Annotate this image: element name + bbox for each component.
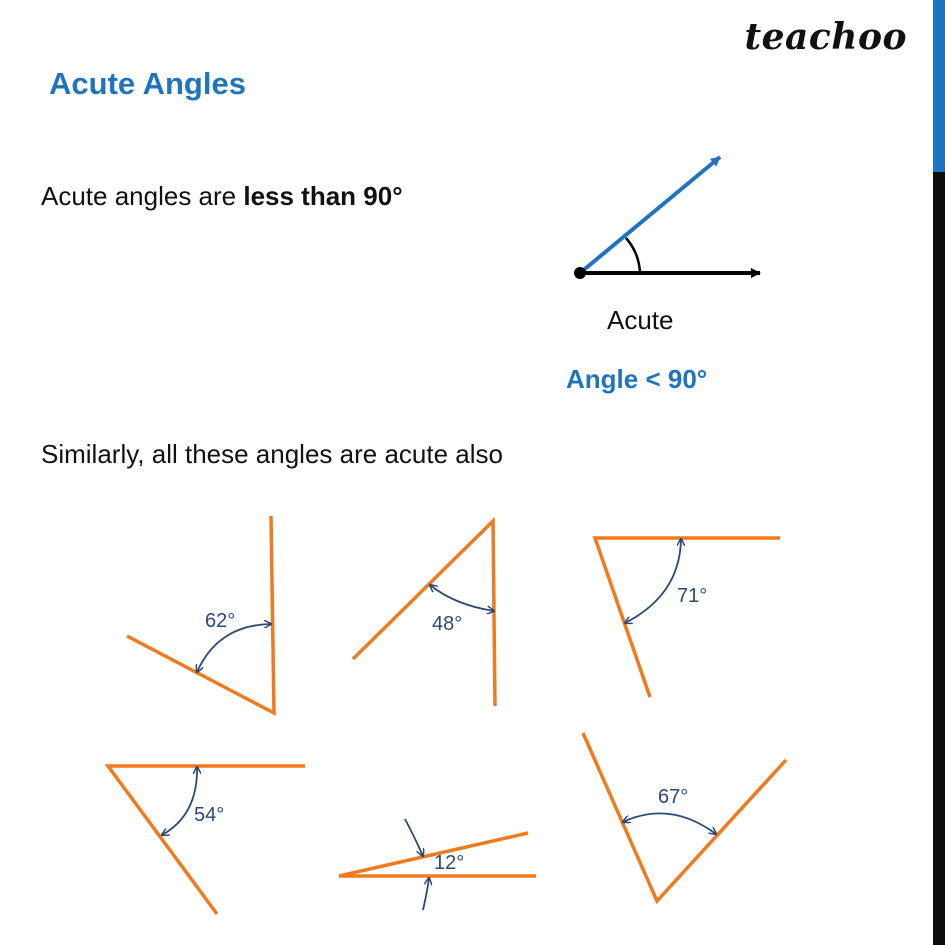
angle-71-label: 71° — [677, 585, 708, 607]
angle-12-arrow-top — [405, 819, 423, 856]
angle-71-lines — [595, 538, 780, 697]
teachoo-logo: teachoo — [744, 16, 907, 58]
angle-71-arc — [625, 539, 681, 623]
definition-emphasis: less than 90° — [243, 181, 403, 211]
diagram-label: Acute — [607, 305, 674, 335]
acute-diagram — [574, 157, 760, 279]
angle-48-label: 48° — [432, 613, 463, 635]
angle-54-arc — [162, 767, 197, 835]
angle-67-label: 67° — [658, 786, 689, 808]
angle-54 — [108, 766, 305, 914]
angle-67 — [583, 733, 786, 901]
angle-67-arc — [623, 813, 716, 834]
page-title: Acute Angles — [49, 66, 246, 101]
angle-12-label: 12° — [434, 852, 465, 874]
angle-62 — [127, 516, 274, 713]
diagram-condition: Angle < 90° — [566, 364, 708, 394]
angle-71 — [595, 538, 780, 697]
angle-54-label: 54° — [194, 804, 225, 826]
examples-intro: Similarly, all these angles are acute also — [41, 439, 503, 469]
vertex-dot — [574, 267, 586, 279]
angle-12 — [339, 819, 536, 910]
angle-62-lines — [127, 516, 274, 713]
angle-48-arc — [430, 585, 494, 611]
angle-54-lines — [108, 766, 305, 914]
angle-48-lines — [353, 521, 495, 706]
blue-ray-arrow — [580, 157, 720, 273]
angle-62-label: 62° — [205, 610, 236, 632]
angle-48 — [353, 521, 495, 706]
angle-arc — [626, 238, 640, 273]
angle-12-arrow-bottom — [423, 878, 429, 910]
definition-prefix: Acute angles are — [41, 181, 244, 211]
